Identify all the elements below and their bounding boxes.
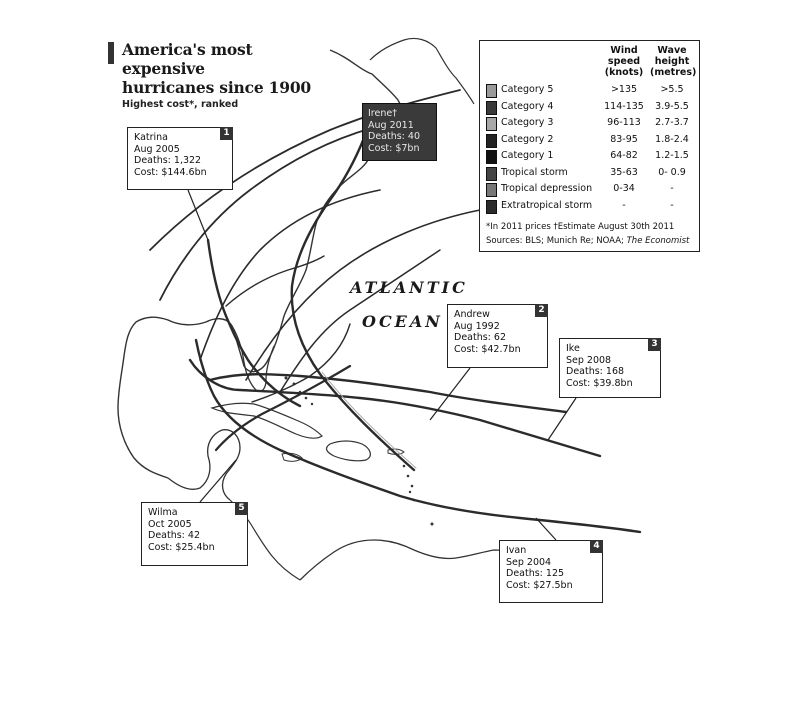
lesser-antilles — [403, 465, 434, 526]
wind-speed-header: Wind speed (knots) — [604, 45, 644, 78]
legend-swatch — [486, 183, 497, 197]
legend-swatch — [486, 200, 497, 214]
legend-wind-speed: 83-95 — [610, 133, 638, 145]
legend-label: Extratropical storm — [501, 199, 593, 211]
rank-badge: 2 — [535, 304, 548, 317]
irene-date: Aug 2011 — [368, 119, 414, 131]
rank-badge: 4 — [590, 540, 603, 553]
irene-deaths: Deaths: 40 — [368, 131, 420, 142]
legend-label: Tropical depression — [501, 183, 593, 194]
legend-swatch — [486, 167, 497, 181]
map-title-block — [108, 40, 338, 110]
mexico-coastline — [168, 430, 240, 500]
rank-badge: 5 — [235, 502, 248, 515]
rank-badge: 1 — [220, 127, 233, 140]
legend-label: Tropical storm — [501, 166, 568, 178]
legend-wind-speed: 96-113 — [607, 117, 641, 128]
title-line-2: hurricanes since 1900 — [122, 78, 312, 97]
legend-label: Category 4 — [501, 100, 554, 112]
canada-coastline — [370, 38, 474, 104]
legend-wind-speed: 35-63 — [610, 166, 638, 178]
legend-row — [486, 100, 696, 115]
legend-notes: *In 2011 prices †Estimate August 30th 2011 — [486, 222, 675, 232]
legend-wind-speed: - — [622, 199, 626, 211]
subtitle: Highest cost*, ranked — [122, 99, 239, 110]
legend-wind-speed: 0-34 — [613, 183, 635, 194]
legend-sources: Sources: BLS; Munich Re; NOAA; The Economist — [486, 236, 690, 246]
irene-name: Irene† — [368, 108, 397, 119]
callout-wilma: 5 Wilma Oct 2005 Deaths: 42 Cost: $25.4bn — [141, 502, 248, 566]
rank-badge: 3 — [648, 338, 661, 351]
callout-andrew: 2 Andrew Aug 1992 Deaths: 62 Cost: $42.7bn — [447, 304, 548, 368]
legend-wave-height: >5.5 — [660, 84, 684, 95]
legend-swatch — [486, 84, 497, 98]
category-legend — [479, 40, 700, 252]
legend-row — [486, 116, 696, 131]
legend-label: Category 1 — [501, 150, 554, 161]
title-accent-bar — [108, 42, 114, 64]
legend-row — [486, 83, 696, 98]
legend-row — [486, 149, 696, 164]
legend-wave-height: - — [670, 183, 674, 194]
hispaniola — [327, 441, 371, 461]
legend-wave-height: 3.9-5.5 — [655, 100, 689, 112]
legend-row — [486, 133, 696, 148]
ocean-label-line-1: ATLANTIC — [350, 278, 468, 297]
irene-cost: Cost: $7bn — [368, 142, 420, 154]
legend-row — [486, 166, 696, 181]
legend-label: Category 2 — [501, 133, 554, 145]
legend-row — [486, 199, 696, 214]
callout-irene — [362, 103, 437, 161]
legend-wave-height: 1.8-2.4 — [655, 133, 689, 145]
legend-row — [486, 182, 696, 197]
callout-ivan: 4 Ivan Sep 2004 Deaths: 125 Cost: $27.5bn — [499, 540, 603, 603]
legend-swatch — [486, 150, 497, 164]
legend-wind-speed: 114-135 — [604, 100, 644, 112]
legend-wave-height: - — [670, 199, 674, 211]
cuba — [212, 403, 322, 438]
legend-swatch — [486, 101, 497, 115]
track-irene — [292, 138, 414, 470]
legend-wind-speed: 64-82 — [610, 150, 638, 161]
legend-label: Category 3 — [501, 117, 554, 128]
wave-height-header: Wave height (metres) — [650, 45, 697, 78]
legend-wave-height: 1.2-1.5 — [655, 150, 689, 161]
page-title — [122, 40, 338, 97]
legend-wave-height: 2.7-3.7 — [655, 117, 689, 128]
legend-swatch — [486, 134, 497, 148]
legend-label: Category 5 — [501, 84, 554, 95]
ocean-label-line-2: OCEAN — [362, 312, 443, 331]
south-america-coastline — [300, 540, 520, 594]
callout-ike: 3 Ike Sep 2008 Deaths: 168 Cost: $39.8bn — [559, 338, 661, 398]
callout-katrina: 1 Katrina Aug 2005 Deaths: 1,322 Cost: $144.6bn — [127, 127, 233, 190]
title-line-1: America's most expensive — [122, 40, 253, 78]
legend-wave-height: 0- 0.9 — [658, 166, 686, 178]
legend-swatch — [486, 117, 497, 131]
legend-wind-speed: >135 — [610, 84, 638, 95]
